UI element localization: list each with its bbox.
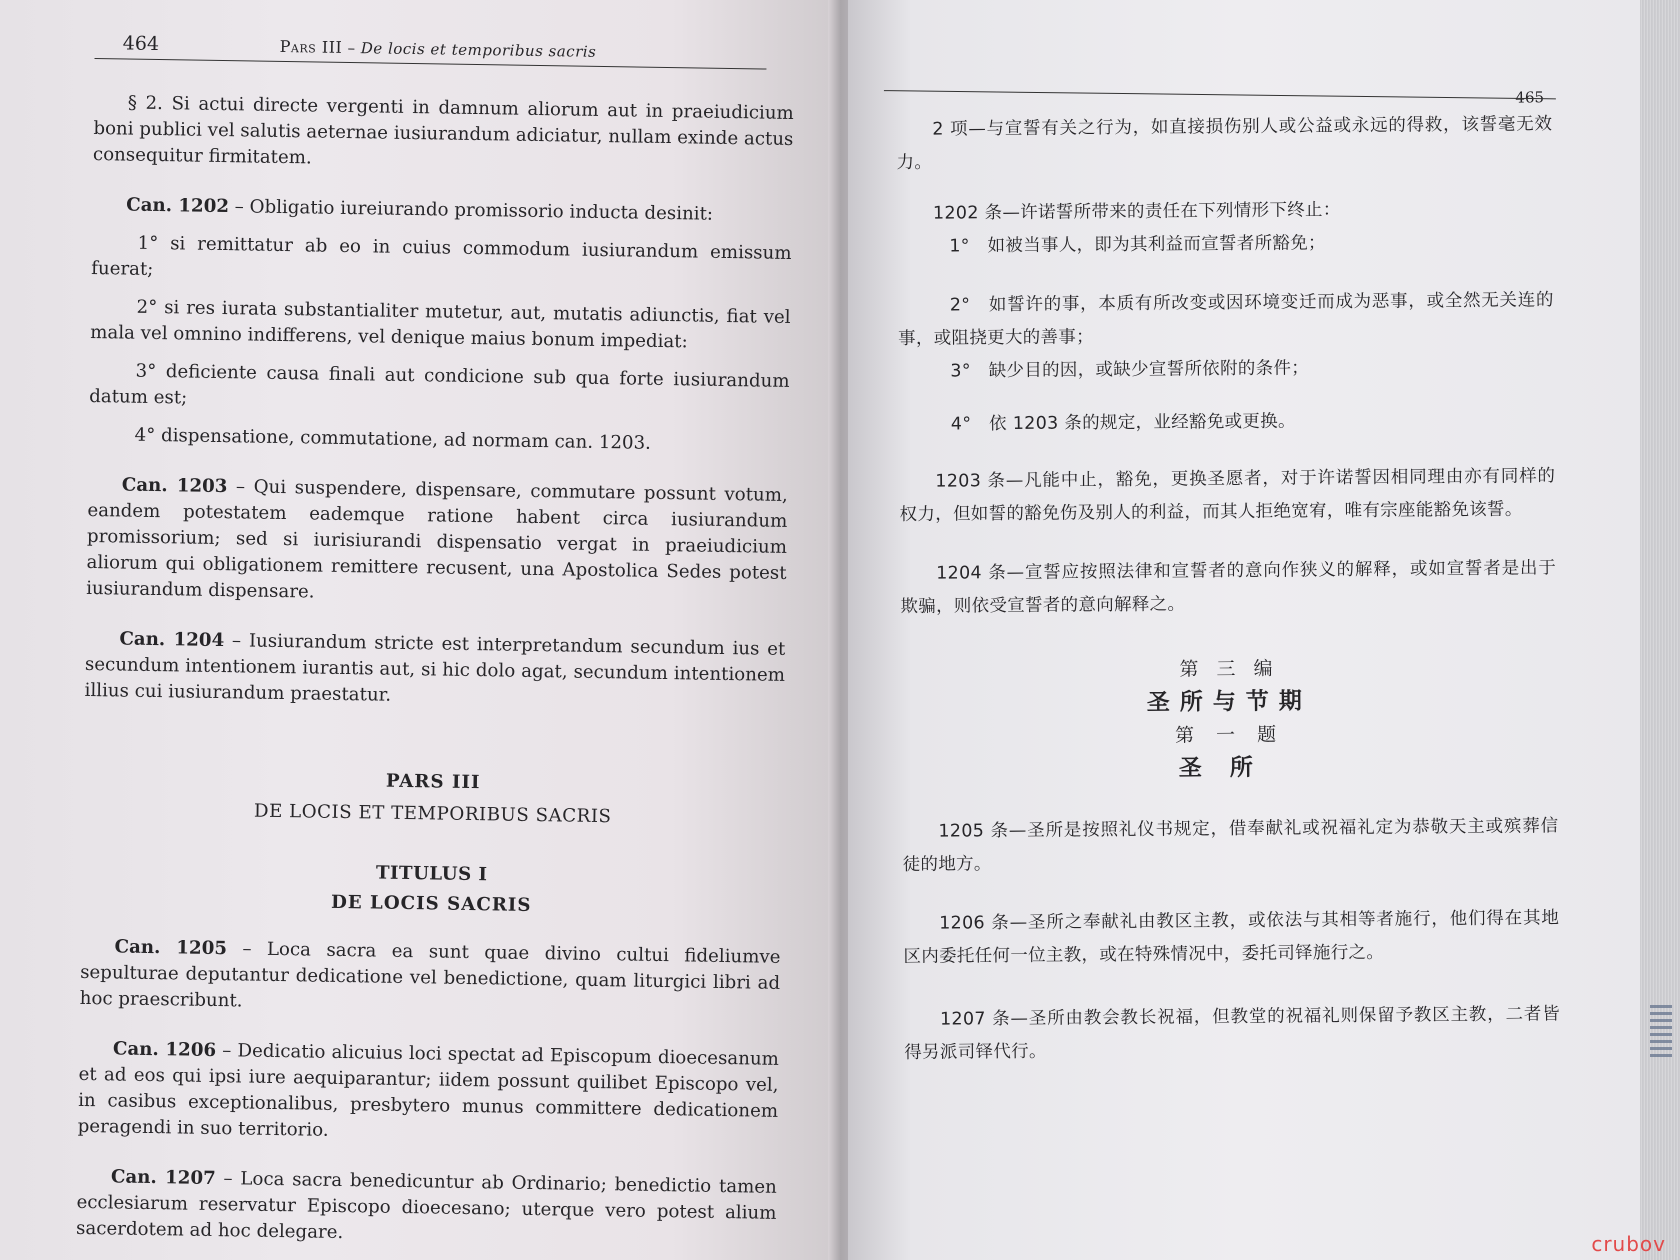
right-page-content: [896, 88, 1561, 1070]
page-edges: [1640, 0, 1680, 1260]
canon-1205: Can. 1205 – Loca sacra ea sunt quae divino cultui fideliumve sepulturae deputantur dedicatione vel benedictione, quam liturgici libri ad hoc praescribunt.: [79, 936, 781, 1012]
pars-label: PARS III: [385, 770, 481, 794]
canon-1203: Can. 1203 – Qui suspendere, dispensare, commutare possunt votum, eandem potestatem eademque ratione habent circa iusiurandum promissorium; sed si iurisiurandi dispensatio vergat in praeiudicium aliorum qui obligationem remittere recusent, una Apostolica Sedes potest iusiurandum dispensare.: [86, 474, 788, 603]
zh-pars-label: 第 三 编: [1179, 657, 1279, 681]
titulus-label: TITULUS I: [375, 862, 488, 886]
zh-canon-1203: 1203 条—凡能中止，豁免，更换圣愿者，对于许诺誓因相同理由亦有同样的权力，但如誓的豁免伤及别人的利益，而其人拒绝宽宥，唯有宗座能豁免该誓。: [899, 466, 1556, 525]
canon-number: Can. 1204: [119, 628, 225, 652]
watermark-text: crubov: [1591, 1232, 1666, 1256]
left-body: [76, 90, 794, 1253]
canon-number: Can. 1207: [110, 1166, 216, 1190]
canon-1202: Can. 1202 – Obligatio iureiurando promissorio inducta desinit:: [126, 194, 714, 225]
running-head-title: De locis et temporibus sacris: [360, 39, 597, 61]
zh-canon-1206: 1206 条—圣所之奉献礼由教区主教，或依法与其相等者施行，他们得在其地区内委托任何一位主教，或在特殊情况中，委托司铎施行之。: [903, 908, 1560, 967]
left-page-number: 464: [122, 32, 160, 56]
zh-canon-1202-item-3: 3° 缺少目的因，或缺少宣誓所依附的条件；: [950, 358, 1310, 382]
left-running-title: Pars III – De locis et temporibus sacris: [279, 36, 597, 61]
zh-canon-1204: 1204 条—宣誓应按照法律和宣誓者的意向作狭义的解释，或如宣誓者是出于欺骗，则依受宣誓者的意向解释之。: [900, 558, 1557, 617]
zh-canon-1202-item-2: 2° 如誓许的事，本质有所改变或因环境变迁而成为恶事，或全然无关连的事，或阻挠更大的善事；: [898, 290, 1554, 349]
canon-number: Can. 1206: [112, 1038, 217, 1062]
zh-canon-1202: 1202 条—许诺誓所带来的责任在下列情形下终止：: [932, 200, 1341, 224]
zh-canon-1202-item-4: 4° 依 1203 条的规定，业经豁免或更换。: [950, 411, 1296, 435]
zh-titulus-label: 第 一 题: [1174, 723, 1285, 747]
canon-number: Can. 1203: [121, 474, 228, 498]
zh-canon-1207: 1207 条—圣所由教会教长祝福，但教堂的祝福礼则保留予教区主教，二者皆得另派司铎代行。: [904, 1004, 1561, 1063]
zh-titulus-title: 圣所: [1178, 754, 1281, 782]
canon-1202-item-2: 2° si res iurata substantialiter mutetur, aut, mutatis adiunctis, fiat vel mala vel omnino indifferens, vel denique maius bonum impediat:: [90, 296, 791, 353]
left-page-content: [76, 28, 795, 1253]
canon-1207: Can. 1207 – Loca sacra benedicuntur ab Ordinario; benedictio tamen ecclesiarum reservatur Episcopo dioecesano; uterque vero potest alium sacerdotem ad hoc delegare.: [75, 1166, 778, 1244]
canon-1204: Can. 1204 – Iusiurandum stricte est interpretandum secundum ius et secundum intentionem iurantis aut, si hic dolo agat, secundum intentionem illius cui iusiurandum praestatur.: [84, 628, 786, 706]
canon-1202-item-3: 3° deficiente causa finali aut condicione sub qua forte iusiurandum datum est;: [89, 360, 790, 409]
pars-title: DE LOCIS ET TEMPORIBUS SACRIS: [253, 800, 612, 828]
right-page: [848, 0, 1640, 1260]
canon-1206: Can. 1206 – Dedicatio alicuius loci spectat ad Episcopum dioecesanum et ad eos qui ipsi iure aequiparantur; iidem possunt quilibet Episcopo vel, in casibus exceptionalibus, presbytero munus committere dedicationem peragendi in suo territorio.: [77, 1038, 780, 1141]
bookmark-tab: [1650, 1005, 1672, 1061]
zh-canon-1205: 1205 条—圣所是按照礼仪书规定，借奉献礼或祝福礼定为恭敬天主或殡葬信徒的地方。: [902, 816, 1559, 875]
titulus-title: DE LOCIS SACRIS: [330, 891, 532, 916]
zh-pars-title: 圣所与节期: [1146, 688, 1312, 716]
right-page-number: 465: [1515, 88, 1545, 107]
running-head-pars: Pars III: [279, 36, 343, 57]
zh-canon-1202-item-1: 1° 如被当事人，即为其利益而宣誓者所豁免；: [949, 233, 1326, 257]
canon-number: Can. 1202: [126, 194, 230, 218]
zh-paragraph-2: 2 项—与宣誓有关之行为，如直接损伤别人或公益或永远的得救，该誓毫无效力。: [896, 114, 1553, 173]
canon-1202-item-4: 4° dispensatione, commutatione, ad normam can. 1203.: [134, 424, 652, 454]
canon-1202-item-1: 1° si remittatur ab eo in cuius commodum iusiurandum emissum fuerat;: [91, 232, 792, 280]
canon-number: Can. 1205: [114, 936, 228, 960]
paragraph-s2: § 2. Si actui directe vergenti in damnum aliorum aut in praeiudicium boni publici vel salutis aeternae iusiurandum adiciatur, nullam exinde actus consequitur firmitatem.: [92, 92, 794, 169]
